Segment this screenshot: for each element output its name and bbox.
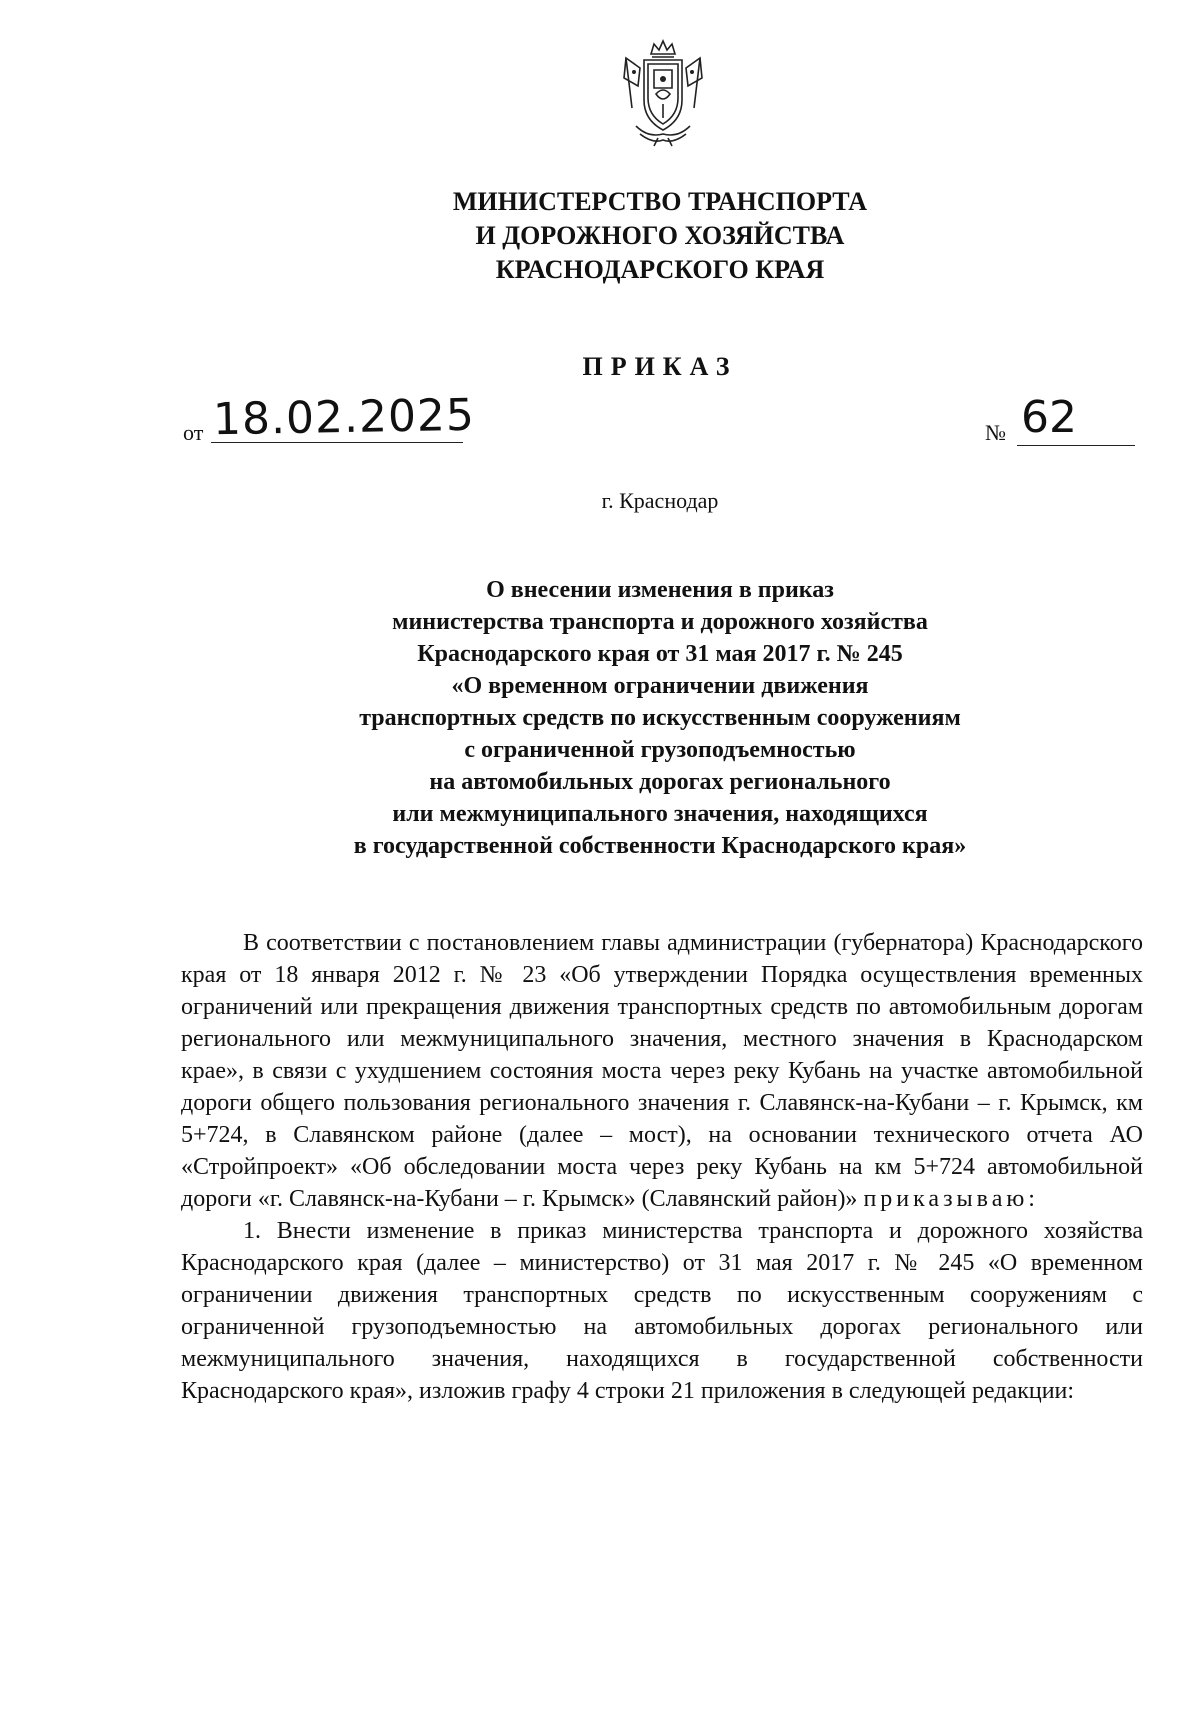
order-date	[183, 389, 476, 452]
preamble-text: В соответствии с постановлением главы администрации (губернатора) Краснодарского края от 18 января 2012 г. № 23 «Об утверждении Порядка осуществления временных ограничений или прекращения движения транспортных средств по автомобильным дорогам регионального или межмуниципального значения, местного значения в Краснодарском крае», в связи с ухудшением состояния моста через реку Кубань на участке автомобильной дороги общего пользования регионального значения г. Славянск-на-Кубани – г. Крымск, км 5+724, в Славянском районе (далее – мост), на основании технического отчета АО «Стройпроект» «Об обследовании моста через реку Кубань на км 5+724 автомобильной дороги «г. Славянск-на-Кубани – г. Крымск» (Славянский район)»	[181, 930, 1143, 1212]
subject-line: О внесении изменения в приказ	[486, 577, 834, 603]
date-handwritten: 18.02.2025	[212, 389, 476, 446]
number-handwritten: 62	[1021, 392, 1077, 443]
number-prefix: №	[985, 420, 1006, 445]
item-1-paragraph: 1. Внести изменение в приказ министерства транспорта и дорожного хозяйства Краснодарского края (далее – министерство) от 31 мая 2017 г. № 245 «О временном ограничении движения транспортных средств по искусственным сооружениям с ограниченной грузоподъемностью на автомобильных дорогах регионального или межмуниципального значения, находящихся в государственной собственности Краснодарского края», изложив графу 4 строки 21 приложения в следующей редакции:	[181, 1218, 1143, 1404]
subject-line: или межмуниципального значения, находящихся	[392, 801, 928, 827]
date-underline	[211, 442, 463, 443]
subject-line: «О временном ограничении движения	[451, 673, 869, 699]
ministry-name	[380, 185, 940, 287]
ministry-line-3: КРАСНОДАРСКОГО КРАЯ	[495, 255, 825, 284]
order-number	[985, 392, 1135, 452]
city: г. Краснодар	[601, 488, 719, 513]
order-body	[181, 927, 1143, 1407]
document-type: ПРИКАЗ	[582, 352, 738, 381]
date-prefix: от	[183, 420, 204, 445]
subject-line: Краснодарского края от 31 мая 2017 г. № 245	[417, 641, 903, 667]
subject-line: на автомобильных дорогах регионального	[429, 769, 891, 795]
order-subject	[180, 574, 1140, 862]
ministry-line-1: МИНИСТЕРСТВО ТРАНСПОРТА	[452, 187, 868, 216]
order-word: приказываю:	[863, 1186, 1039, 1212]
preamble-paragraph	[181, 927, 1143, 1215]
subject-line: транспортных средств по искусственным сооружениям	[359, 705, 961, 731]
subject-line: министерства транспорта и дорожного хозяйства	[392, 609, 928, 635]
subject-line: с ограниченной грузоподъемностью	[464, 737, 856, 763]
subject-line: в государственной собственности Краснодарского края»	[353, 833, 967, 859]
ministry-line-2: И ДОРОЖНОГО ХОЗЯЙСТВА	[475, 221, 845, 250]
coat-of-arms-icon	[618, 38, 708, 148]
number-underline	[1017, 445, 1135, 446]
